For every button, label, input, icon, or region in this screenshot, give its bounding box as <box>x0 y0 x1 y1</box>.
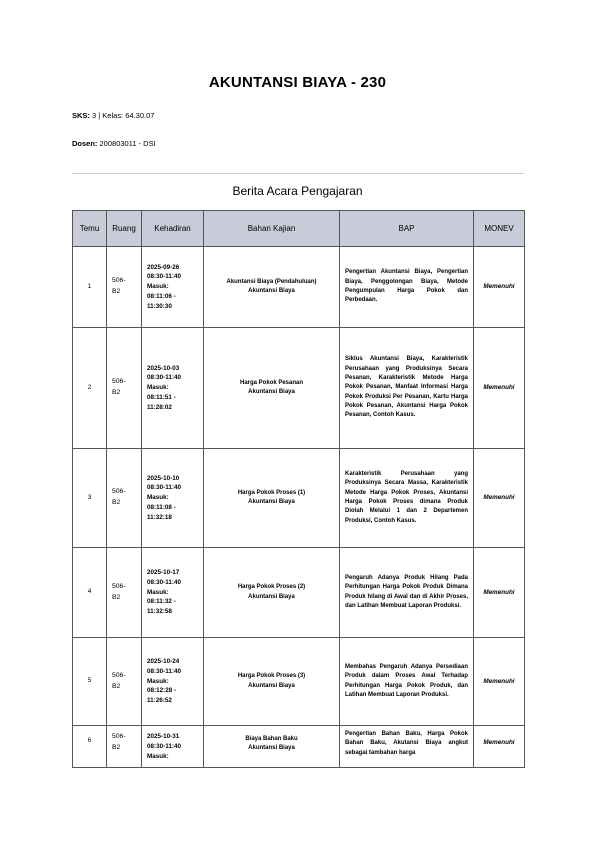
cell-bap: Pengertian Akuntansi Biaya, Pengertian Biaya, Penggolongan Biaya, Metode Pengumpulan Harga Pokok dan Perbedaan. <box>340 247 474 328</box>
cell-monev: Memenuhi <box>474 449 525 548</box>
cell-bap: Pengaruh Adanya Produk Hilang Pada Perhitungan Harga Pokok Produk Dimana Produk hilang di Awal dan di Akhir Proses, dan Latihan Membuat Laporan Produksi. <box>340 548 474 638</box>
cell-bahan-kajian: Harga Pokok Proses (2) Akuntansi Biaya <box>204 548 340 638</box>
cell-ruang: 506- B2 <box>107 449 142 548</box>
header-bap: BAP <box>340 211 474 247</box>
cell-temu: 1 <box>73 247 107 328</box>
sks-class-value: 3 | Kelas: 64.30.07 <box>92 111 155 120</box>
cell-bap: Siklus Akuntansi Biaya, Karakteristik Perusahaan yang Produksinya Secara Pesanan, Karakteristik Metode Harga Pokok Pesanan, Manfaat Informasi Harga Pokok Produksi Per Pesanan, Kartu Harga Pokok Pesanan, Akuntansi Harga Pokok Pesanan, Contoh Kasus. <box>340 328 474 449</box>
cell-ruang: 506- B2 <box>107 726 142 768</box>
cell-monev: Memenuhi <box>474 726 525 768</box>
cell-monev: Memenuhi <box>474 247 525 328</box>
table-row <box>73 638 525 726</box>
header-temu: Temu <box>73 211 107 247</box>
course-meta-line <box>72 111 154 120</box>
cell-temu: 4 <box>73 548 107 638</box>
lecturer-meta-line <box>72 139 156 148</box>
dosen-label: Dosen: <box>72 139 98 148</box>
cell-bap: Karakteristik Perusahaan yang Produksinya Secara Massa, Karakteristik Metode Harga Pokok Proses, Akuntansi Harga Pokok Proses dimana Produk Diolah Melalui 1 dan 2 Departemen Produksi, Contoh Kasus. <box>340 449 474 548</box>
cell-monev: Memenuhi <box>474 548 525 638</box>
cell-kehadiran: 2025-10-31 08:30-11:40 Masuk: <box>142 726 204 768</box>
cell-ruang: 506- B2 <box>107 247 142 328</box>
cell-bahan-kajian: Akuntansi Biaya (Pendahuluan) Akuntansi Biaya <box>204 247 340 328</box>
table-row <box>73 548 525 638</box>
table-row <box>73 328 525 449</box>
cell-monev: Memenuhi <box>474 328 525 449</box>
table-header-row <box>73 211 525 247</box>
table-row <box>73 449 525 548</box>
cell-bahan-kajian: Harga Pokok Pesanan Akuntansi Biaya <box>204 328 340 449</box>
page-title: AKUNTANSI BIAYA - 230 <box>208 74 387 91</box>
cell-temu: 6 <box>73 726 107 768</box>
cell-kehadiran: 2025-10-10 08:30-11:40 Masuk: 08:11:08 - 11:32:18 <box>142 449 204 548</box>
cell-ruang: 506- B2 <box>107 328 142 449</box>
cell-kehadiran: 2025-10-24 08:30-11:40 Masuk: 08:12:28 - 11:26:52 <box>142 638 204 726</box>
cell-bahan-kajian: Biaya Bahan Baku Akuntansi Biaya <box>204 726 340 768</box>
table-row <box>73 247 525 328</box>
cell-monev: Memenuhi <box>474 638 525 726</box>
header-monev: MONEV <box>474 211 525 247</box>
cell-temu: 5 <box>73 638 107 726</box>
cell-kehadiran: 2025-10-17 08:30-11:40 Masuk: 08:11:32 - 11:32:58 <box>142 548 204 638</box>
cell-bahan-kajian: Harga Pokok Proses (3) Akuntansi Biaya <box>204 638 340 726</box>
cell-bap: Pengertian Bahan Baku, Harga Pokok Bahan Baku, Akutansi Biaya angkut sebagai tambahan harga <box>340 726 474 768</box>
cell-temu: 2 <box>73 328 107 449</box>
header-ruang: Ruang <box>107 211 142 247</box>
sks-label: SKS: <box>72 111 90 120</box>
cell-bap: Membahas Pengaruh Adanya Persediaan Produk dalam Proses Awal Terhadap Perhitungan Harga Pokok Produk, dan Latihan Membuat Laporan Produksi. <box>340 638 474 726</box>
header-kehadiran: Kehadiran <box>142 211 204 247</box>
header-bahan-kajian: Bahan Kajian <box>204 211 340 247</box>
teaching-record-table <box>72 210 525 768</box>
dosen-value: 200803011 - DSI <box>99 139 156 148</box>
divider <box>72 173 524 174</box>
cell-ruang: 506- B2 <box>107 638 142 726</box>
cell-kehadiran: 2025-09-26 08:30-11:40 Masuk: 08:11:06 - 11:30:30 <box>142 247 204 328</box>
cell-bahan-kajian: Harga Pokok Proses (1) Akuntansi Biaya <box>204 449 340 548</box>
cell-temu: 3 <box>73 449 107 548</box>
cell-kehadiran: 2025-10-03 08:30-11:40 Masuk: 08:11:51 - 11:28:02 <box>142 328 204 449</box>
cell-ruang: 506- B2 <box>107 548 142 638</box>
table-row <box>73 726 525 768</box>
section-title: Berita Acara Pengajaran <box>232 184 363 198</box>
